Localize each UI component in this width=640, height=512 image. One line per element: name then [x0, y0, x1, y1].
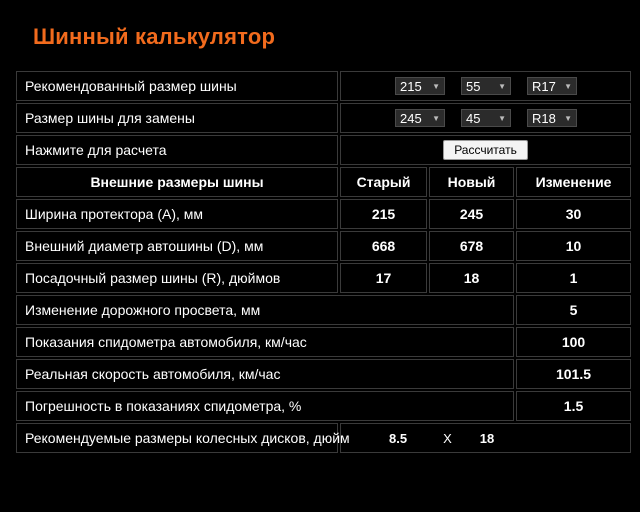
- dim-row-diameter: [16, 231, 631, 261]
- dim-label: Ширина протектора (A), мм: [16, 199, 338, 229]
- result-value: 5: [516, 295, 631, 325]
- dim-row-width: [16, 199, 631, 229]
- recommended-profile-value: 55: [466, 78, 481, 94]
- disk-size-values: [340, 423, 631, 453]
- replacement-width-value: 245: [400, 110, 422, 126]
- dims-header-row: [16, 167, 631, 197]
- recommended-size-label: Рекомендованный размер шины: [16, 71, 338, 101]
- recommended-radius-value: R17: [532, 78, 556, 94]
- result-value: 100: [516, 327, 631, 357]
- dim-label: Внешний диаметр автошины (D), мм: [16, 231, 338, 261]
- page-title: Шинный калькулятор: [33, 24, 276, 49]
- disk-diameter-value: 18: [479, 430, 495, 446]
- dim-new-value: 245: [429, 199, 514, 229]
- chevron-down-icon: ▼: [498, 81, 506, 91]
- result-label: Реальная скорость автомобиля, км/час: [16, 359, 514, 389]
- replacement-size-label: Размер шины для замены: [16, 103, 338, 133]
- chevron-down-icon: ▼: [432, 113, 440, 123]
- disk-width-value: 8.5: [389, 430, 408, 446]
- result-row-clearance: [16, 295, 631, 325]
- result-value: 101.5: [516, 359, 631, 389]
- disk-separator: X: [443, 430, 452, 446]
- replacement-profile-value: 45: [466, 110, 481, 126]
- dims-header-new: Новый: [429, 167, 514, 197]
- calculate-button[interactable]: Рассчитать: [443, 140, 528, 160]
- calculate-label: Нажмите для расчета: [16, 135, 338, 165]
- recommended-size-selects: [340, 71, 631, 101]
- tire-calculator-table: [14, 69, 633, 455]
- result-row-real-speed: [16, 359, 631, 389]
- replacement-size-selects: [340, 103, 631, 133]
- dim-new-value: 18: [429, 263, 514, 293]
- replacement-profile-select[interactable]: [461, 109, 511, 127]
- dim-new-value: 678: [429, 231, 514, 261]
- dim-change-value: 30: [516, 199, 631, 229]
- disk-size-row: [16, 423, 631, 453]
- dim-old-value: 215: [340, 199, 427, 229]
- recommended-radius-select[interactable]: [527, 77, 577, 95]
- dim-change-value: 10: [516, 231, 631, 261]
- recommended-size-row: [16, 71, 631, 101]
- replacement-radius-value: R18: [532, 110, 556, 126]
- result-value: 1.5: [516, 391, 631, 421]
- result-row-error: [16, 391, 631, 421]
- result-label: Погрешность в показаниях спидометра, %: [16, 391, 514, 421]
- dims-header-change: Изменение: [516, 167, 631, 197]
- dims-header-old: Старый: [340, 167, 427, 197]
- disk-size-label: Рекомендуемые размеры колесных дисков, дюйм: [16, 423, 338, 453]
- recommended-width-select[interactable]: [395, 77, 445, 95]
- chevron-down-icon: ▼: [564, 113, 572, 123]
- replacement-width-select[interactable]: [395, 109, 445, 127]
- calculate-cell: [340, 135, 631, 165]
- recommended-profile-select[interactable]: [461, 77, 511, 95]
- result-label: Показания спидометра автомобиля, км/час: [16, 327, 514, 357]
- replacement-size-row: [16, 103, 631, 133]
- dim-old-value: 17: [340, 263, 427, 293]
- chevron-down-icon: ▼: [498, 113, 506, 123]
- calculate-row: [16, 135, 631, 165]
- dims-header-title: Внешние размеры шины: [16, 167, 338, 197]
- result-label: Изменение дорожного просвета, мм: [16, 295, 514, 325]
- chevron-down-icon: ▼: [432, 81, 440, 91]
- recommended-width-value: 215: [400, 78, 422, 94]
- dim-change-value: 1: [516, 263, 631, 293]
- chevron-down-icon: ▼: [564, 81, 572, 91]
- dim-old-value: 668: [340, 231, 427, 261]
- result-row-speedometer: [16, 327, 631, 357]
- dim-row-rim: [16, 263, 631, 293]
- replacement-radius-select[interactable]: [527, 109, 577, 127]
- dim-label: Посадочный размер шины (R), дюймов: [16, 263, 338, 293]
